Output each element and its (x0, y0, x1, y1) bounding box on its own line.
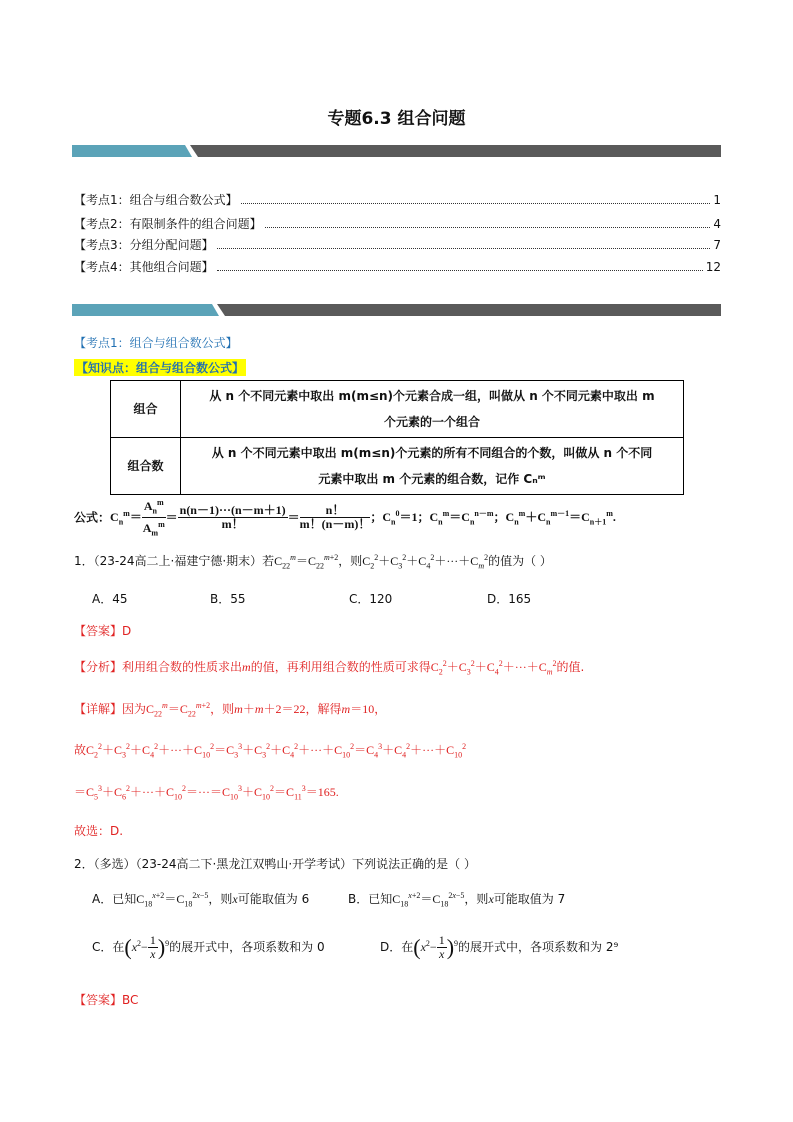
toc-item-4[interactable] (74, 258, 721, 274)
question-1: 1．（23-24高二上·福建宁德·期末）若$C_{22}^m=C_{22}^{m+2}$，则$C_2^2+C_3^2+C_4^2+\cdot\cdot\cdot+C_m^2$的值为（ ） (74, 553, 552, 571)
toc-label: 【考点3：分组分配问题】 (74, 238, 214, 252)
toc-page: 4 (713, 217, 721, 231)
table-row (111, 438, 684, 495)
page-title: 专题6.3 组合问题 (327, 109, 466, 129)
q1-derivation-1: 故$C_2^2+C_3^2+C_4^2+\cdot\cdot\cdot+C_{10}^2=C_3^3+C_3^2+C_4^2+\cdot\cdot\cdot+C_{10}^2=C_4^3+C_4^2+\cdot\cdot\cdot+C_{10}^2$ (74, 742, 467, 760)
toc-page: 1 (713, 193, 721, 207)
toc-label: 【考点2：有限制条件的组合问题】 (74, 217, 262, 231)
q2-option-c[interactable]: C．在($x^2-$ $\frac{1}{x}$ )$^9$的展开式中，各项系数和为 0 (92, 933, 325, 961)
q1-answer: 【答案】D (74, 624, 132, 638)
toc-label: 【考点1：组合与组合数公式】 (74, 193, 238, 207)
q2-option-d[interactable]: D．在($x^2-$ $\frac{1}{x}$ )$^9$的展开式中，各项系数和为 2⁹ (380, 933, 619, 961)
q2-option-b[interactable]: B．已知$C_{18}^{x+2}=C_{18}^{2x-5}$，则x可能取值为 7 (348, 891, 566, 909)
toc-item-2[interactable] (74, 215, 721, 231)
knowledge-table (110, 380, 684, 495)
toc-page: 7 (713, 238, 721, 252)
table-row (111, 381, 684, 438)
toc-label: 【考点4：其他组合问题】 (74, 260, 214, 274)
section-bar (72, 304, 721, 316)
q1-detail: 【详解】因为$C_{22}^m=C_{22}^{m+2}$，则m＋m＋2＝22，解得m＝10， (74, 701, 387, 719)
knowledge-point-label: 【知识点：组合与组合数公式】 (76, 361, 245, 375)
q1-option-b[interactable]: B．55 (210, 592, 246, 606)
table-cell: 从 n 个不同元素中取出 m(m≤n)个元素合成一组，叫做从 n 个不同元素中取出 m 个元素的一个组合 (181, 381, 684, 438)
q1-derivation-2: $=C_5^3+C_6^2+\cdot\cdot\cdot+C_{10}^2=\cdot\cdot\cdot=C_{10}^3+C_{10}^2=C_{11}^3=165$. (74, 784, 339, 802)
table-head: 组合数 (111, 438, 181, 495)
table-head: 组合 (111, 381, 181, 438)
q2-option-a[interactable]: A．已知$C_{18}^{x+2}=C_{18}^{2x-5}$，则x可能取值为 6 (92, 891, 310, 909)
q1-option-a[interactable]: A．45 (92, 592, 128, 606)
section-heading: 【考点1：组合与组合数公式】 (74, 336, 238, 350)
q1-option-c[interactable]: C．120 (349, 592, 393, 606)
toc-item-3[interactable] (74, 236, 721, 252)
q1-option-d[interactable]: D．165 (487, 592, 532, 606)
toc-page: 12 (705, 260, 721, 274)
formula-line: 公式：$C_n^m=$ $\frac{A_n^m}{A_m^m}$ ＝ $\frac{n(n-1)\cdot\cdot\cdot(n-m+1)}{m!}$ ＝ $\frac{n!}{m!(n-m)!}$ ；$C_n^0=1$；$C_n^m=C_n^{n-m}$；$C_n^m+C_n^{m-1}=C_{n+1}^m$. (74, 498, 616, 538)
table-cell: 从 n 个不同元素中取出 m(m≤n)个元素的所有不同组合的个数，叫做从 n 个不同 元素中取出 m 个元素的组合数，记作 Cₙᵐ (181, 438, 684, 495)
q1-conclusion: 故选：D. (74, 824, 124, 838)
question-2: 2．（多选）（23-24高二下·黑龙江双鸭山·开学考试）下列说法正确的是（ ） (74, 857, 476, 871)
q1-analysis: 【分析】利用组合数的性质求出m的值，再利用组合数的性质可求得$C_2^2+C_3^2+C_4^2+\cdot\cdot\cdot+C_m^2$的值. (74, 659, 585, 677)
q2-answer: 【答案】BC (74, 993, 139, 1007)
header-bar (72, 145, 721, 157)
toc-item-1[interactable] (74, 191, 721, 207)
